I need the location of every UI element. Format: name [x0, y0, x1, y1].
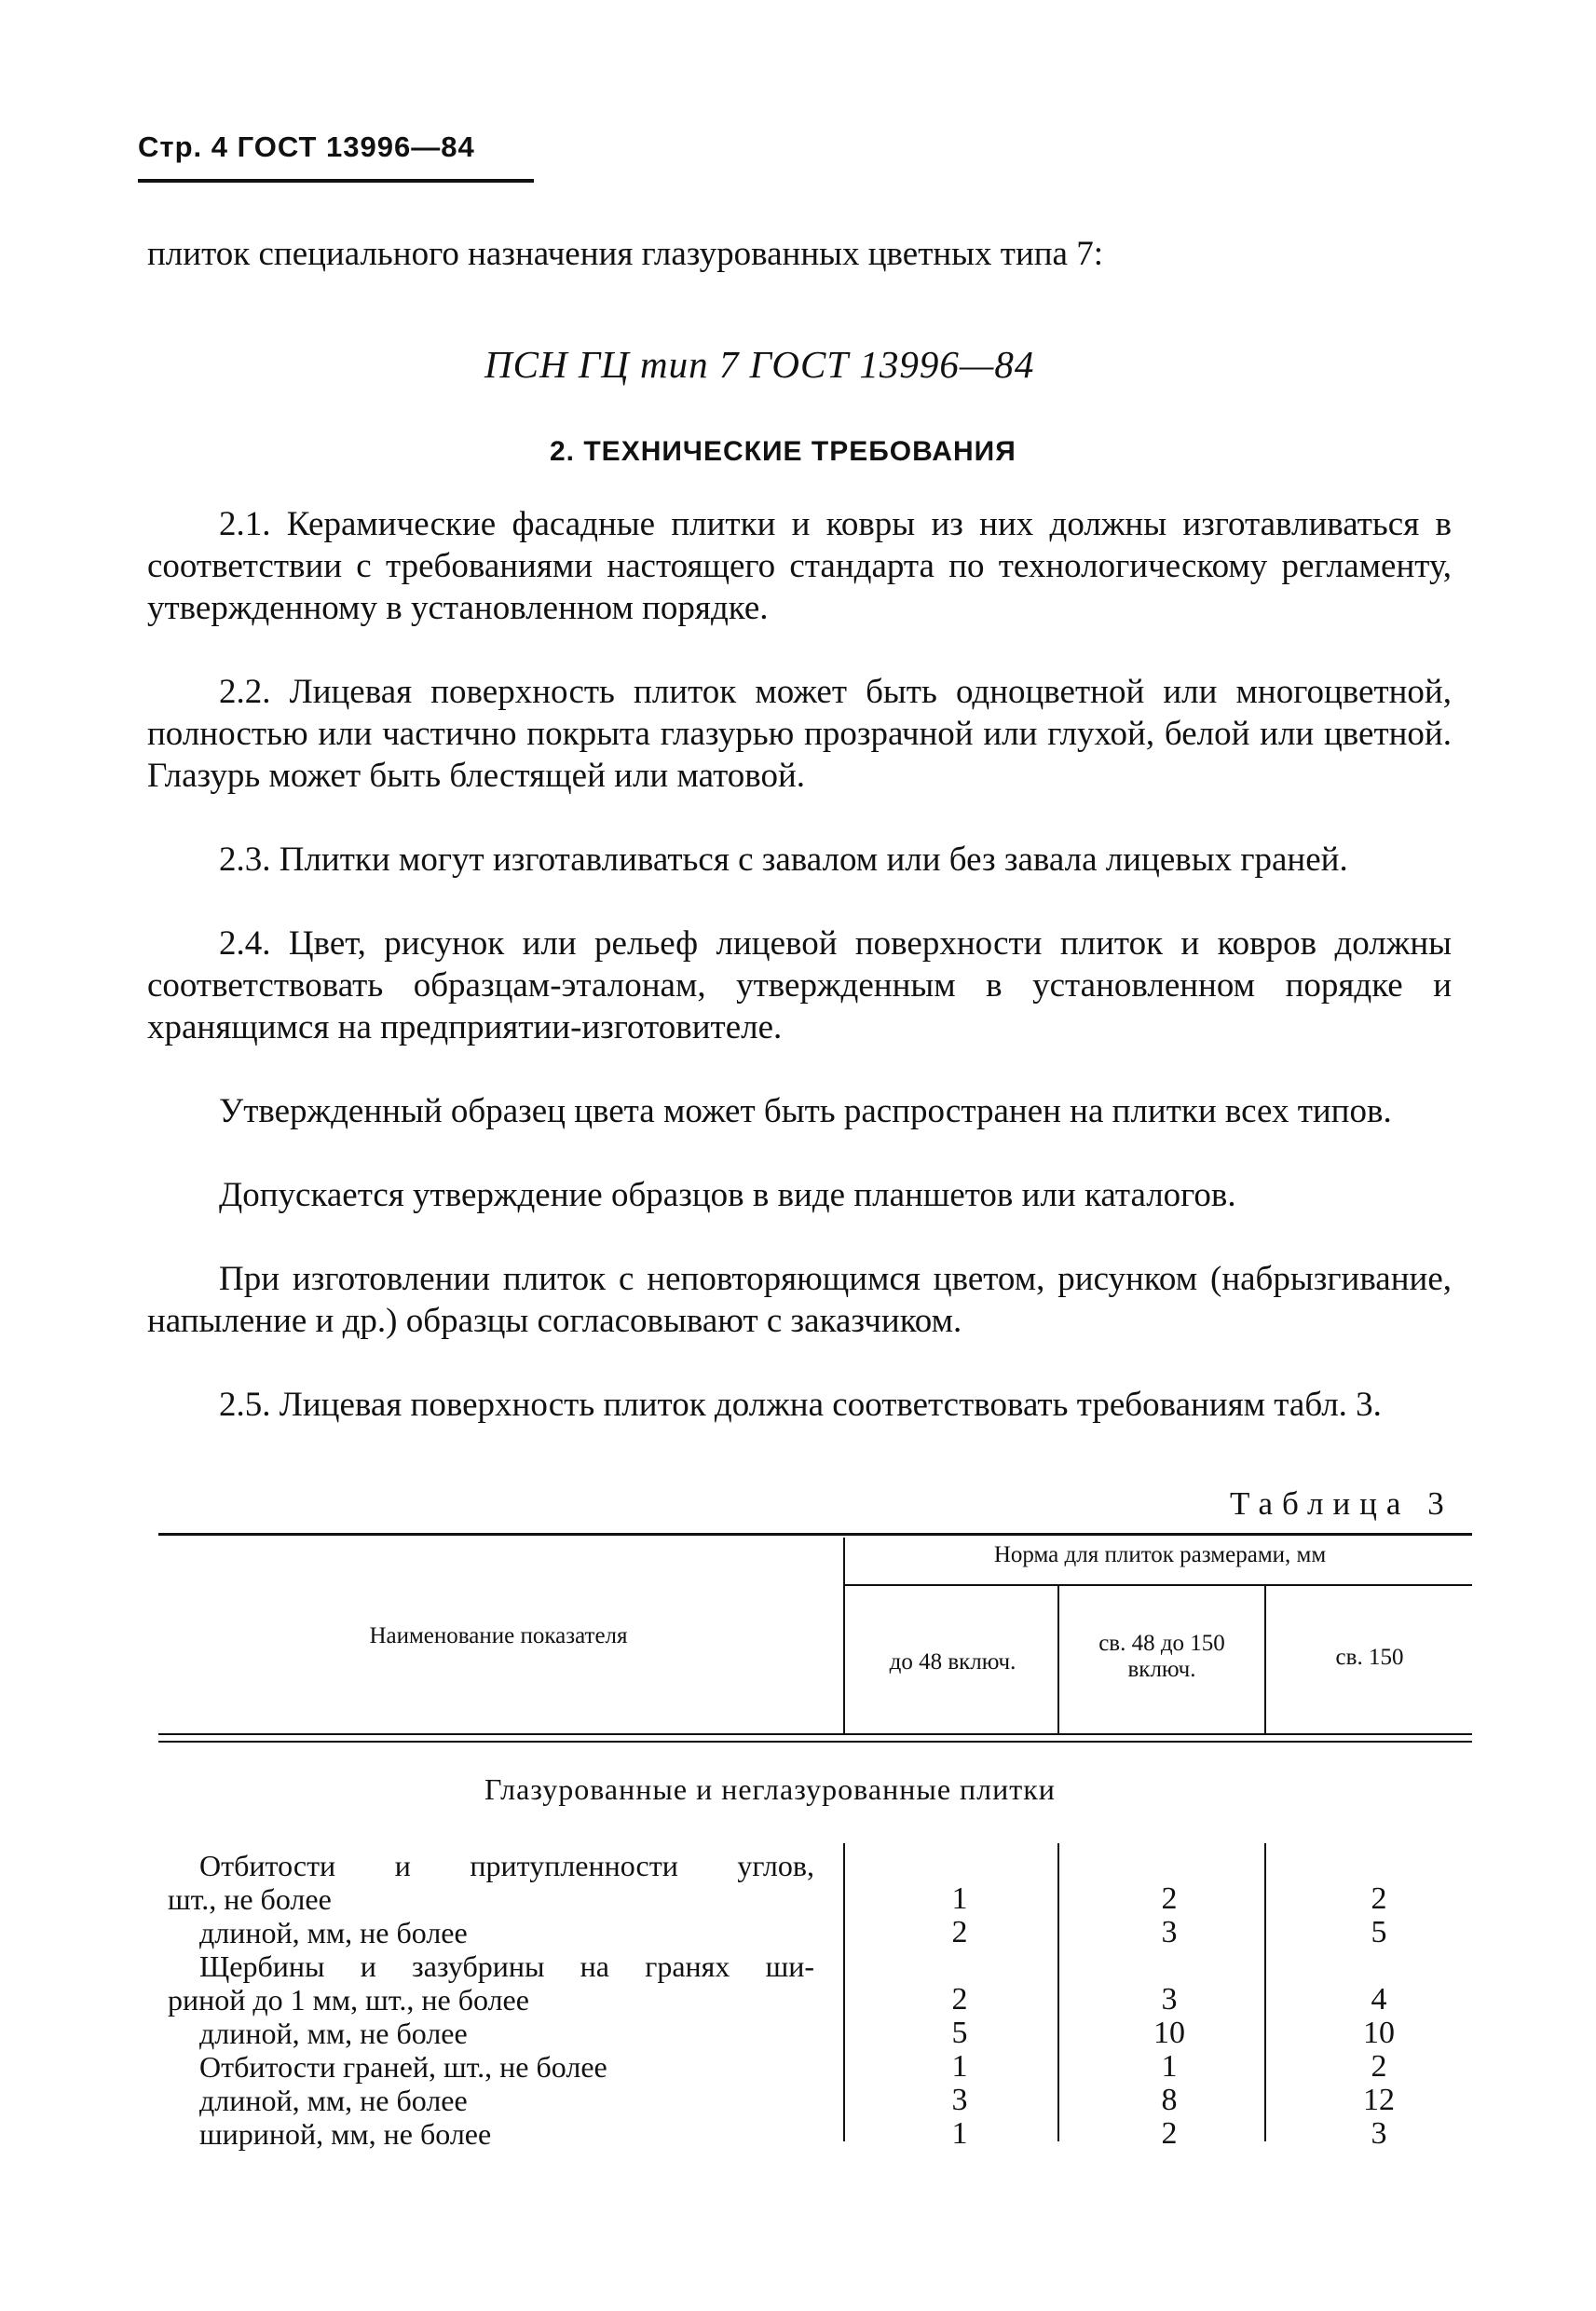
value-cell: 4: [1371, 1982, 1387, 2017]
value-cell: 3: [951, 2083, 968, 2117]
value-cell: 5: [1371, 1915, 1387, 1949]
value-cell: 8: [1161, 2083, 1178, 2117]
paragraph-2-1: 2.1. Керамические фасадные плитки и ковры из них должны изготавливаться в соответствии с требованиями настоящего стандарта по технологическому регламенту, утвержденному в установленном порядке.: [147, 505, 1452, 627]
value-cell: 10: [1153, 2016, 1185, 2050]
header-rule: [138, 179, 534, 183]
paragraph-non-repeating: При изготовлении плиток с неповторяющимся цветом, рисунком (набрызгивание, напыление и др.) образцы согласовывают с заказчиком.: [147, 1260, 1452, 1340]
standard-number: ГОСТ 13996—84: [237, 130, 475, 163]
value-cell: 2: [1371, 2049, 1387, 2084]
body-divider-3: [1264, 1843, 1266, 2141]
body-divider-2: [1057, 1843, 1059, 2141]
col-header-1: до 48 включ.: [889, 1649, 1016, 1675]
row-label-2: шт., не более: [168, 1882, 332, 1916]
header-divider-c2: [1264, 1586, 1266, 1733]
value-cell: 5: [951, 2016, 968, 2050]
header-divider-c1: [1057, 1586, 1059, 1733]
value-cell: 1: [1161, 2049, 1178, 2084]
row-label-6: длиной, мм, не более: [199, 2017, 468, 2050]
page-number: Стр. 4: [138, 130, 228, 163]
section-title: 2. ТЕХНИЧЕСКИЕ ТРЕБОВАНИЯ: [550, 436, 1016, 467]
value-cell: 10: [1363, 2016, 1395, 2050]
group-title: Глазурованные и неглазурованные плитки: [484, 1772, 1056, 1806]
page-header: [138, 130, 475, 164]
row-label-8: длиной, мм, не более: [199, 2084, 468, 2117]
table-header-rule-2: [158, 1741, 1472, 1743]
col-group-header: Норма для плиток размерами, мм: [993, 1542, 1327, 1567]
row-label-3: длиной, мм, не более: [199, 1916, 468, 1949]
value-cell: 3: [1161, 1982, 1178, 2017]
product-designation: ПСН ГЦ тип 7 ГОСТ 13996—84: [484, 343, 1035, 386]
value-cell: 12: [1363, 2083, 1395, 2117]
table-header-rule-1: [158, 1733, 1472, 1735]
paragraph-2-4: 2.4. Цвет, рисунок или рельеф лицевой поверхности плиток и ковров должны соответствовать образцам-эталонам, утвержденным в установленном порядке и хранящимся на предприятии-изготовителе.: [147, 924, 1452, 1046]
col-header-2: св. 48 до 150 включ.: [1098, 1631, 1225, 1682]
value-cell: 2: [1161, 1881, 1178, 1916]
header-divider-name: [843, 1538, 845, 1733]
paragraph-2-2: 2.2. Лицевая поверхность плиток может быть одноцветной или многоцветной, полностью или частично покрыта глазурью прозрачной или глухой, белой или цветной. Глазурь может быть блестящей или матовой.: [147, 673, 1452, 795]
table-caption: Таблица 3: [1230, 1485, 1453, 1522]
value-cell: 2: [951, 1982, 968, 2017]
col-header-3: св. 150: [1335, 1645, 1404, 1670]
row-label-5: риной до 1 мм, шт., не более: [168, 1983, 529, 2017]
row-label-9: шириной, мм, не более: [199, 2117, 492, 2151]
table-top-rule: [158, 1533, 1472, 1536]
paragraph-2-5: 2.5. Лицевая поверхность плиток должна соответствовать требованиям табл. 3.: [219, 1386, 1382, 1424]
intro-text: плиток специального назначения глазурованных цветных типа 7:: [147, 235, 1104, 273]
value-cell: 2: [951, 1915, 968, 1949]
paragraph-approved-sample: Утвержденный образец цвета может быть распространен на плитки всех типов.: [219, 1092, 1392, 1130]
value-cell: 1: [951, 1881, 968, 1916]
value-cell: 3: [1161, 1915, 1178, 1949]
header-divider-sub: [843, 1584, 1472, 1586]
value-cell: 1: [951, 2116, 968, 2151]
row-label-7: Отбитости граней, шт., не более: [199, 2050, 607, 2084]
value-cell: 1: [951, 2049, 968, 2084]
col-name-header: Наименование показателя: [369, 1623, 628, 1648]
value-cell: 3: [1371, 2116, 1387, 2151]
paragraph-tablets: Допускается утверждение образцов в виде планшетов или каталогов.: [219, 1176, 1236, 1214]
paragraph-2-3: 2.3. Плитки могут изготавливаться с завалом или без завала лицевых граней.: [219, 841, 1348, 879]
row-label-4: Щербины и зазубрины на гранях ши-: [199, 1949, 814, 1983]
value-cell: 2: [1161, 2116, 1178, 2151]
row-label-1: Отбитости и притупленности углов,: [199, 1849, 814, 1882]
value-cell: 2: [1371, 1881, 1387, 1916]
